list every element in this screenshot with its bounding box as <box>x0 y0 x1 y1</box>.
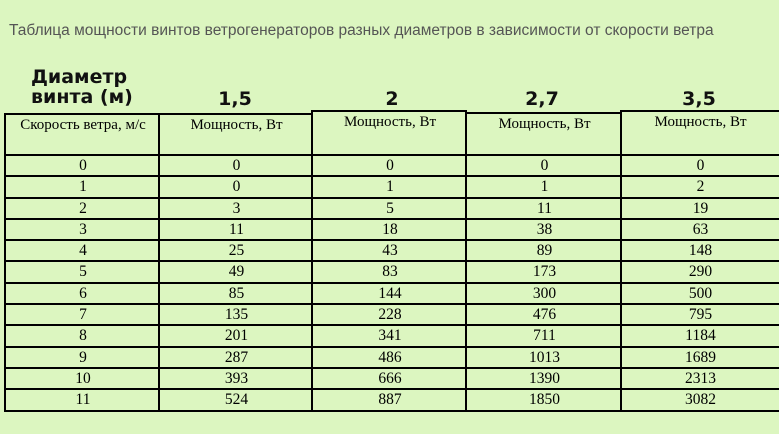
table-cell: 5 <box>6 262 160 283</box>
table-cell: 486 <box>313 348 467 369</box>
table-cell: 19 <box>622 199 779 220</box>
table-cell: 43 <box>313 241 467 262</box>
column-power-2 <box>465 112 622 412</box>
table-cell: 63 <box>622 220 779 241</box>
table-cell: 1 <box>467 177 622 198</box>
table-cell: 666 <box>313 369 467 390</box>
diameter-value-3: 3,5 <box>682 88 716 110</box>
table-cell: 3082 <box>622 390 779 411</box>
table-cell: 887 <box>313 390 467 411</box>
diameter-label-text: Диаметр винта (м) <box>31 66 133 108</box>
column-power-1 <box>311 110 467 412</box>
table-cell: 9 <box>6 348 160 369</box>
table-cell: 1850 <box>467 390 622 411</box>
column-header: Мощность, Вт <box>160 113 313 156</box>
table-cell: 144 <box>313 284 467 305</box>
diameter-value-0: 1,5 <box>218 88 252 110</box>
column-power-3 <box>620 110 779 412</box>
table-cell: 25 <box>160 241 313 262</box>
table-cell: 0 <box>160 156 313 177</box>
table-cell: 1390 <box>467 369 622 390</box>
table-cell: 300 <box>467 284 622 305</box>
table-cell: 0 <box>467 156 622 177</box>
table-cell: 7 <box>6 305 160 326</box>
table-cell: 1184 <box>622 326 779 347</box>
table-cell: 8 <box>6 326 160 347</box>
table-cell: 49 <box>160 262 313 283</box>
table-cell: 1689 <box>622 348 779 369</box>
table-cell: 1013 <box>467 348 622 369</box>
column-power-0 <box>158 113 313 412</box>
table-cell: 38 <box>467 220 622 241</box>
table-cell: 341 <box>313 326 467 347</box>
table-cell: 393 <box>160 369 313 390</box>
table-cell: 3 <box>6 220 160 241</box>
table-cell: 2 <box>622 177 779 198</box>
table-cell: 795 <box>622 305 779 326</box>
table-cell: 228 <box>313 305 467 326</box>
table-cell: 711 <box>467 326 622 347</box>
diameter-value-2: 2,7 <box>525 88 559 110</box>
table-cell: 85 <box>160 284 313 305</box>
table-cell: 290 <box>622 262 779 283</box>
table-cell: 2313 <box>622 369 779 390</box>
table-cell: 524 <box>160 390 313 411</box>
table-cell: 201 <box>160 326 313 347</box>
table-cell: 500 <box>622 284 779 305</box>
table-cell: 2 <box>6 199 160 220</box>
table-cell: 83 <box>313 262 467 283</box>
column-header: Мощность, Вт <box>467 112 622 156</box>
table-cell: 11 <box>6 390 160 411</box>
page-title: Таблица мощности винтов ветрогенераторов разных диаметров в зависимости от скорости ветра <box>9 22 714 39</box>
column-header: Мощность, Вт <box>313 110 467 156</box>
table-cell: 18 <box>313 220 467 241</box>
table-cell: 0 <box>313 156 467 177</box>
table-cell: 1 <box>313 177 467 198</box>
table-cell: 135 <box>160 305 313 326</box>
table-cell: 11 <box>160 220 313 241</box>
table-cell: 11 <box>467 199 622 220</box>
column-header: Скорость ветра, м/с <box>6 113 160 156</box>
table-cell: 148 <box>622 241 779 262</box>
table-cell: 1 <box>6 177 160 198</box>
table-cell: 5 <box>313 199 467 220</box>
table-cell: 0 <box>6 156 160 177</box>
table-cell: 10 <box>6 369 160 390</box>
diameter-label <box>31 67 141 107</box>
table-cell: 4 <box>6 241 160 262</box>
table-cell: 287 <box>160 348 313 369</box>
table-cell: 6 <box>6 284 160 305</box>
table-cell: 173 <box>467 262 622 283</box>
table-cell: 0 <box>160 177 313 198</box>
table-cell: 89 <box>467 241 622 262</box>
table-cell: 476 <box>467 305 622 326</box>
table-cell: 3 <box>160 199 313 220</box>
diameter-value-1: 2 <box>385 88 399 110</box>
table-cell: 0 <box>622 156 779 177</box>
column-speed <box>4 113 160 412</box>
column-header: Мощность, Вт <box>622 110 779 156</box>
